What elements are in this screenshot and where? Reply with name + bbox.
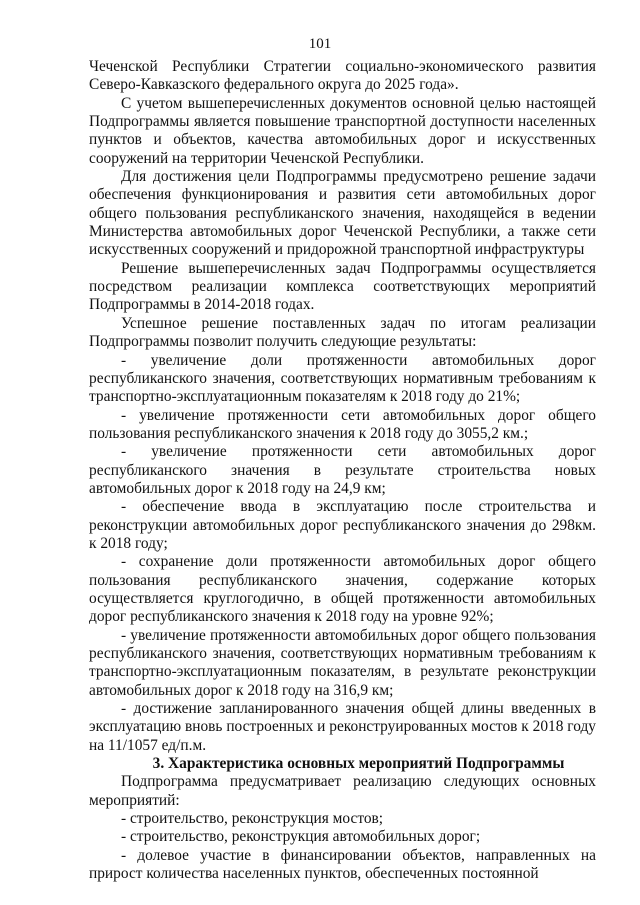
list-item: - увеличение доли протяженности автомобильных дорог республиканского значения, соответствующих нормативным требованиям к транспортно-эксплуатационным показателям к 2018 году до 21%; — [89, 351, 596, 406]
list-item: - обеспечение ввода в эксплуатацию после строительства и реконструкции автомобильных дорог республиканского значения до 298км. к 2018 году; — [89, 498, 596, 552]
list-item: - увеличение протяженности автомобильных дорог общего пользования республиканского значения, соответствующих нормативным требованиям к транспортно-эксплуатационным показателям, в результате реконструкции автомобильных дорог к 2018 году на 316,9 км; — [89, 626, 596, 699]
paragraph: С учетом вышеперечисленных документов основной целью настоящей Подпрограммы является повышение транспортной доступности населенных пунктов и объектов, качества автомобильных дорог и искусственных сооружений на территории Чеченской Республики. — [89, 94, 596, 167]
list-item: - достижение запланированного значения общей длины введенных в эксплуатацию вновь построенных и реконструированных мостов к 2018 году на 11/1057 ед/п.м. — [89, 700, 596, 754]
paragraph: Для достижения цели Подпрограммы предусмотрено решение задачи обеспечения функционирования и развития сети автомобильных дорог общего пользования республиканского значения, находящейся в ведении Министерства автомобильных дорог Чеченской Республики, а также сети искусственных сооружений и придорожной транспортной инфраструктуры — [89, 168, 596, 259]
page-content — [89, 58, 596, 883]
paragraph: Чеченской Республики Стратегии социально-экономического развития Северо-Кавказского федерального округа до 2025 года». — [89, 58, 596, 94]
section-heading: 3. Характеристика основных мероприятий Подпрограммы — [152, 755, 565, 773]
page-number: 101 — [308, 36, 332, 52]
list-item: - увеличение протяженности сети автомобильных дорог республиканского значения в результате строительства новых автомобильных дорог к 2018 году на 24,9 км; — [89, 443, 596, 497]
paragraph: Успешное решение поставленных задач по итогам реализации Подпрограммы позволит получить следующие результаты: — [89, 314, 596, 351]
paragraph: Подпрограмма предусматривает реализацию следующих основных мероприятий: — [89, 773, 596, 809]
paragraph: Решение вышеперечисленных задач Подпрограммы осуществляется посредством реализации комплекса соответствующих мероприятий Подпрограммы в 2014-2018 годах. — [89, 259, 596, 314]
list-item: - строительство, реконструкция автомобильных дорог; — [121, 828, 481, 846]
list-item: - увеличение протяженности сети автомобильных дорог общего пользования республиканского значения к 2018 году до 3055,2 км.; — [89, 406, 596, 442]
list-item: - строительство, реконструкция мостов; — [121, 810, 384, 828]
list-item: - долевое участие в финансировании объектов, направленных на прирост количества населенных пунктов, обеспеченных постоянной — [89, 846, 596, 883]
list-item: - сохранение доли протяженности автомобильных дорог общего пользования республиканского значения, содержание которых осуществляется круглогодично, в общей протяженности автомобильных дорог республиканского значения к 2018 году на уровне 92%; — [89, 553, 596, 626]
